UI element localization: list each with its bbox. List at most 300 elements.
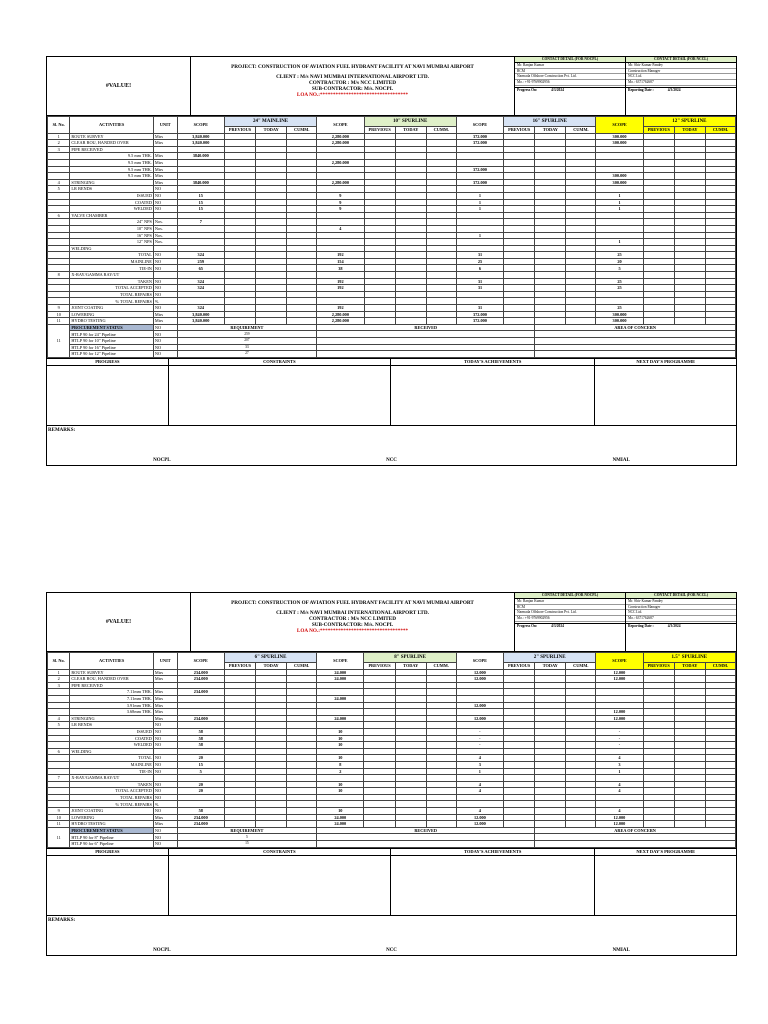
contact-line: RCM [515, 69, 625, 75]
cell-value [364, 291, 395, 298]
cell-value [643, 199, 674, 206]
cell-value [224, 311, 255, 318]
cell-value [256, 689, 287, 696]
row-unit: % [153, 801, 177, 808]
table-header-row [48, 117, 736, 127]
table-row [48, 821, 736, 828]
cell-value [287, 742, 317, 749]
cell-scope: 300.000 [596, 173, 643, 180]
section-title: 1.5" SPURLINE [643, 653, 735, 663]
col-cumm: CUMM. [287, 663, 317, 670]
cell-value [224, 133, 255, 140]
procurement-item: HTLP 90 for 10" Pipeline [70, 338, 154, 345]
cell-scope [177, 225, 224, 232]
date-label: Progress On: [517, 87, 538, 92]
cell-value [566, 781, 596, 788]
summary-column-title: CONSTRAINTS [169, 359, 390, 366]
cell-scope: 1 [596, 206, 643, 213]
project-info [191, 57, 514, 115]
cell-scope [596, 291, 643, 298]
cell-scope: 2,280.000 [317, 159, 364, 166]
value-error-label: #VALUE! [47, 593, 191, 651]
contact-title: CONTACT DETAIL (FOR NOCPL) [515, 593, 625, 599]
cell-value [364, 206, 395, 213]
row-activity: WELDED [70, 742, 153, 749]
cell-value [566, 272, 596, 279]
summary-column-title: NEXT DAY'S PROGRAMME [595, 849, 736, 856]
cell-value [706, 146, 736, 153]
cell-value [504, 814, 535, 821]
cell-scope [456, 159, 503, 166]
cell-value [395, 225, 426, 232]
cell-scope [317, 166, 364, 173]
cell-value [364, 186, 395, 193]
cell-value [256, 278, 287, 285]
cell-value [224, 735, 255, 742]
row-unit: NO [153, 735, 177, 742]
cell-value [287, 808, 317, 815]
cell-scope: 4 [317, 225, 364, 232]
cell-value [643, 206, 674, 213]
cell-value [256, 808, 287, 815]
cell-value [566, 166, 596, 173]
contact-line: Mo.: +91-9769902956 [515, 616, 625, 622]
received-value [317, 841, 535, 848]
section-title: 24" MAINLINE [224, 117, 316, 127]
cell-value [224, 702, 255, 709]
cell-value [535, 272, 566, 279]
cell-value [504, 192, 535, 199]
cell-value [395, 265, 426, 272]
cell-value [287, 239, 317, 246]
cell-value [395, 695, 426, 702]
cell-scope: 154 [317, 258, 364, 265]
row-unit: NO [153, 265, 177, 272]
cell-value [566, 239, 596, 246]
cell-value [674, 225, 705, 232]
cell-value [566, 676, 596, 683]
summary-column [47, 359, 169, 425]
contact-line: NCC Ltd. [626, 74, 736, 80]
cell-value [674, 140, 705, 147]
col-prev: PREVIOUS [643, 663, 674, 670]
cell-value [674, 219, 705, 226]
table-row [48, 159, 736, 166]
cell-value [705, 814, 735, 821]
cell-scope [317, 748, 364, 755]
table-row [48, 252, 736, 259]
cell-scope: - [456, 728, 503, 735]
cell-scope: 1 [456, 206, 503, 213]
table-row [48, 768, 736, 775]
cell-value [535, 153, 566, 160]
cell-value [504, 709, 535, 716]
cell-scope [596, 186, 643, 193]
cell-scope: 4 [596, 788, 643, 795]
cell-value [395, 755, 426, 762]
cell-scope [456, 794, 503, 801]
row-activity: 10" NPS [70, 225, 154, 232]
subcontractor-name: SUB-CONTRACTOR: M/s. NOCPL [311, 86, 394, 92]
cell-scope: 234.000 [177, 669, 224, 676]
signatory-name: NOCPL [153, 947, 171, 953]
cell-value [224, 225, 255, 232]
cell-scope: 234.000 [177, 814, 224, 821]
signatory-name: NOCPL [153, 457, 171, 463]
table-row [48, 166, 736, 173]
row-unit: NO [153, 291, 177, 298]
cell-value [643, 761, 674, 768]
row-activity: LOWERING [70, 814, 153, 821]
row-sl-no: 2 [48, 676, 70, 683]
cell-value [256, 140, 287, 147]
cell-value [426, 788, 456, 795]
cell-scope [456, 689, 503, 696]
cell-value [287, 179, 317, 186]
cell-scope: 324 [177, 305, 224, 312]
cell-value [364, 801, 395, 808]
cell-value [566, 199, 596, 206]
cell-value [674, 761, 705, 768]
cell-value [504, 801, 535, 808]
cell-scope: - [596, 742, 643, 749]
client-name: CLIENT : M/s NAVI MUMBAI INTERNATIONAL AIRPORT LTD. [276, 74, 429, 80]
cell-value [705, 761, 735, 768]
row-unit: Mtrs [153, 311, 177, 318]
procurement-item: HTLP 90 for 8" Pipeline [70, 834, 153, 841]
row-sl-no [48, 755, 70, 762]
cell-value [426, 702, 456, 709]
cell-value [504, 722, 535, 729]
cell-value [674, 788, 705, 795]
cell-value [395, 814, 426, 821]
cell-value [643, 728, 674, 735]
cell-value [256, 821, 287, 828]
cell-value [643, 278, 674, 285]
cell-scope: - [596, 735, 643, 742]
row-activity: TIE-IN [70, 265, 154, 272]
table-row [48, 225, 736, 232]
cell-scope [317, 794, 364, 801]
table-row [48, 801, 736, 808]
cell-value [643, 212, 674, 219]
section-title: 6" SPURLINE [224, 653, 316, 663]
cell-scope: 3 [456, 761, 503, 768]
cell-value [364, 728, 395, 735]
cell-value [643, 219, 674, 226]
cell-value [674, 245, 705, 252]
row-unit: NO [153, 252, 177, 259]
cell-value [535, 709, 566, 716]
cell-scope: 3,840.000 [177, 311, 224, 318]
cell-value [224, 748, 255, 755]
row-unit: Nos. [153, 225, 177, 232]
cell-value [256, 775, 287, 782]
cell-value [287, 775, 317, 782]
cell-value [364, 278, 395, 285]
cell-value [256, 146, 287, 153]
cell-value [224, 278, 255, 285]
cell-scope [177, 232, 224, 239]
cell-scope: 4 [596, 755, 643, 762]
cell-value [535, 735, 566, 742]
cell-value [566, 173, 596, 180]
cell-value [674, 742, 705, 749]
cell-value [566, 318, 596, 325]
row-sl-no [48, 166, 70, 173]
row-activity: X-RAY/GAMMA RAY/UT [70, 272, 154, 279]
cell-value [287, 258, 317, 265]
cell-value [287, 272, 317, 279]
cell-value [504, 265, 535, 272]
cell-scope: 2,280.000 [317, 179, 364, 186]
row-sl-no: 7 [48, 775, 70, 782]
row-activity: MAINLINE [70, 761, 153, 768]
procurement-item: HTLP 90 for 6" Pipeline [70, 841, 153, 848]
col-scope: SCOPE [317, 653, 364, 670]
cell-value [426, 801, 456, 808]
cell-value [643, 794, 674, 801]
cell-value [504, 153, 535, 160]
row-unit: % [153, 298, 177, 305]
summary-column [391, 359, 595, 425]
row-unit [153, 748, 177, 755]
cell-scope: 58 [177, 728, 224, 735]
table-row [48, 173, 736, 180]
col-scope: SCOPE [177, 117, 224, 134]
cell-value [256, 722, 287, 729]
cell-scope: 192 [317, 305, 364, 312]
cell-value [674, 192, 705, 199]
table-row [48, 258, 736, 265]
cell-value [364, 285, 395, 292]
table-row [48, 715, 736, 722]
cell-value [706, 133, 736, 140]
cell-scope [456, 298, 503, 305]
cell-value [504, 768, 535, 775]
summary-column [47, 849, 169, 915]
cell-scope: 1 [596, 199, 643, 206]
cell-value [643, 311, 674, 318]
table-row [48, 199, 736, 206]
cell-value [674, 311, 705, 318]
cell-value [287, 278, 317, 285]
cell-scope: 3 [596, 761, 643, 768]
cell-value [426, 318, 456, 325]
row-activity: STRINGING [70, 715, 153, 722]
cell-value [364, 199, 395, 206]
cell-value [364, 794, 395, 801]
row-sl-no [48, 245, 70, 252]
row-activity: LR BENDS [70, 186, 154, 193]
cell-value [674, 676, 705, 683]
cell-value [535, 192, 566, 199]
cell-value [287, 781, 317, 788]
cell-value [426, 239, 456, 246]
cell-value [705, 722, 735, 729]
cell-scope [596, 801, 643, 808]
cell-scope [456, 219, 503, 226]
col-cumm: CUMM. [706, 127, 736, 134]
cell-scope: 15 [177, 192, 224, 199]
row-sl-no: 2 [48, 140, 70, 147]
contractor-name: CONTRACTOR : M/s NCC LIMITED [309, 616, 396, 622]
cell-value [426, 206, 456, 213]
report-date-row [626, 87, 736, 93]
cell-scope: 234.000 [177, 689, 224, 696]
cell-value [535, 788, 566, 795]
row-sl-no [48, 232, 70, 239]
row-sl-no [48, 278, 70, 285]
row-unit: NO [153, 761, 177, 768]
cell-value [395, 285, 426, 292]
table-row [48, 305, 736, 312]
row-activity: 9.5 mm THK. [70, 166, 154, 173]
cell-value [535, 781, 566, 788]
cell-scope [177, 239, 224, 246]
cell-value [643, 702, 674, 709]
cell-scope [177, 166, 224, 173]
cell-value [674, 239, 705, 246]
cell-value [504, 199, 535, 206]
row-sl-no [48, 702, 70, 709]
row-activity: 24" NPS [70, 219, 154, 226]
col-prev: PREVIOUS [224, 663, 255, 670]
cell-scope [317, 153, 364, 160]
cell-value [504, 146, 535, 153]
cell-value [364, 252, 395, 259]
contact-title: CONTACT DETAIL (FOR NCCL) [626, 57, 736, 63]
cell-value [674, 775, 705, 782]
cell-value [674, 133, 705, 140]
cell-value [426, 676, 456, 683]
cell-value [224, 318, 255, 325]
cell-scope: 25 [456, 258, 503, 265]
cell-scope: 24.000 [317, 669, 364, 676]
cell-value [256, 682, 287, 689]
cell-value [674, 702, 705, 709]
cell-value [364, 239, 395, 246]
row-sl-no [48, 153, 70, 160]
row-unit: NO [153, 258, 177, 265]
contact-line: NCC Ltd. [626, 610, 736, 616]
cell-scope [177, 159, 224, 166]
cell-scope: 372.000 [456, 318, 503, 325]
cell-value [256, 715, 287, 722]
cell-value [287, 702, 317, 709]
row-unit [153, 272, 177, 279]
procurement-sl-no: 11 [48, 827, 70, 847]
cell-value [426, 232, 456, 239]
cell-scope: 4 [596, 808, 643, 815]
row-sl-no: 1 [48, 133, 70, 140]
cell-value [706, 153, 736, 160]
cell-value [395, 192, 426, 199]
cell-value [256, 761, 287, 768]
row-unit: NO [153, 285, 177, 292]
cell-value [287, 728, 317, 735]
cell-value [256, 748, 287, 755]
cell-value [643, 318, 674, 325]
cell-value [643, 153, 674, 160]
cell-value [224, 676, 255, 683]
table-row [48, 695, 736, 702]
procurement-row [48, 841, 736, 848]
cell-value [706, 232, 736, 239]
col-today: TODAY [395, 127, 426, 134]
cell-value [643, 291, 674, 298]
cell-value [566, 219, 596, 226]
row-activity: HYDRO TESTING [70, 318, 154, 325]
table-row [48, 794, 736, 801]
cell-value [426, 728, 456, 735]
cell-value [566, 245, 596, 252]
col-scope: SCOPE [456, 117, 503, 134]
contact-right-box [626, 593, 736, 651]
cell-value [256, 669, 287, 676]
cell-scope: 2,280.000 [317, 318, 364, 325]
cell-value [643, 252, 674, 259]
cell-scope: 20 [177, 755, 224, 762]
cell-value [643, 768, 674, 775]
cell-value [256, 801, 287, 808]
row-activity: 9.5 mm THK. [70, 173, 154, 180]
cell-value [535, 291, 566, 298]
cell-scope [596, 232, 643, 239]
cell-value [643, 166, 674, 173]
cell-value [706, 311, 736, 318]
cell-value [395, 801, 426, 808]
cell-scope: 31 [456, 285, 503, 292]
cell-value [535, 225, 566, 232]
row-unit: Mtrs [153, 669, 177, 676]
cell-scope: 38 [317, 265, 364, 272]
cell-value [705, 801, 735, 808]
cell-value [395, 245, 426, 252]
row-activity: 7.11mm THK. [70, 689, 153, 696]
cell-value [705, 695, 735, 702]
row-activity: PIPE RECEIVED [70, 146, 154, 153]
cell-value [224, 768, 255, 775]
cell-value [674, 305, 705, 312]
cell-value [674, 186, 705, 193]
cell-value [426, 173, 456, 180]
cell-scope: 12.000 [456, 676, 503, 683]
row-unit: Mtrs [153, 133, 177, 140]
cell-value [566, 682, 596, 689]
cell-value [287, 206, 317, 213]
sheet-header [47, 593, 736, 652]
cell-value [643, 285, 674, 292]
cell-value [706, 192, 736, 199]
cell-value [535, 768, 566, 775]
cell-scope [317, 689, 364, 696]
cell-value [364, 748, 395, 755]
cell-value [256, 179, 287, 186]
cell-value [426, 781, 456, 788]
table-row [48, 298, 736, 305]
cell-value [395, 682, 426, 689]
cell-value [566, 265, 596, 272]
col-sl-no: Sl. No. [48, 653, 70, 670]
cell-value [643, 272, 674, 279]
row-activity: TOTAL REPAIRS [70, 794, 153, 801]
cell-scope [456, 153, 503, 160]
cell-value [426, 212, 456, 219]
cell-value [224, 192, 255, 199]
cell-value [566, 788, 596, 795]
cell-scope: 3,840.000 [177, 133, 224, 140]
